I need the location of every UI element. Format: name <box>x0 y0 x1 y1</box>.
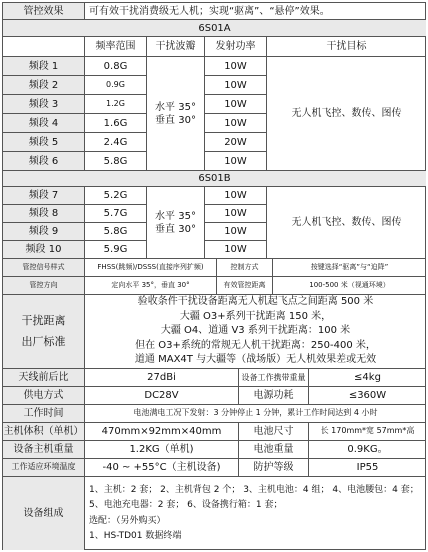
work-time-value: 电池满电工况下发射：3 分钟停止 1 分钟，累计工作时间达到 4 小时 <box>85 405 426 423</box>
control-mode-label: 控制方式 <box>217 259 273 277</box>
composition-line-1: 1、主机：2 套； 2、主机背包 2 个； 3、主机电池：4 组； 4、电池腰包：4 套； <box>89 484 419 495</box>
protection-value: IP55 <box>309 459 426 477</box>
signal-label: 管控信号样式 <box>3 259 85 277</box>
band-9-power: 10W <box>205 223 267 241</box>
power-consumption-label: 电源功耗 <box>239 387 309 405</box>
band-1-name: 频段 1 <box>3 57 85 76</box>
model-a-lobe-h: 水平 35° <box>155 101 196 113</box>
power-supply-label: 供电方式 <box>3 387 85 405</box>
composition-line-4: 1、HS-TD01 数据终端 <box>89 530 182 541</box>
antenna-ratio-label: 天线前后比 <box>3 369 85 387</box>
distance-label-2: 出厂标准 <box>21 334 66 348</box>
band-5-freq: 2.4G <box>85 133 147 152</box>
band-2-name: 频段 2 <box>3 76 85 95</box>
model-b-target: 无人机飞控、数传、图传 <box>267 187 426 259</box>
range-label: 有效管控距离 <box>217 277 273 295</box>
band-3-freq: 1.2G <box>85 95 147 114</box>
model-b-lobe-v: 垂直 30° <box>155 223 196 235</box>
band-10-freq: 5.9G <box>85 241 147 259</box>
power-consumption-value: ≤360W <box>309 387 426 405</box>
model-a-lobe-v: 垂直 30° <box>155 114 196 126</box>
model-b-title: 6S01B <box>3 171 426 187</box>
band-3-power: 10W <box>205 95 267 114</box>
band-6-freq: 5.8G <box>85 152 147 171</box>
host-weight-label: 设备主机重量 <box>3 441 85 459</box>
distance-line-5: 道通 MAX4T 与大疆等（战场版）无人机效果差或无效 <box>134 354 377 366</box>
distance-line-2: 大疆 O3+系列干扰距离 150 米， <box>179 310 332 322</box>
col-lobe-header: 干扰波瓣 <box>147 37 205 57</box>
col-target-header: 干扰目标 <box>267 37 426 57</box>
band-10-power: 10W <box>205 241 267 259</box>
model-b-lobe-h: 水平 35° <box>155 210 196 222</box>
distance-line-1: 验收条件干扰设备距离无人机起飞点之间距离 500 米 <box>137 296 374 308</box>
battery-weight-label: 电池重量 <box>239 441 309 459</box>
temp-label: 工作适应环境温度 <box>3 459 85 477</box>
protection-label: 防护等级 <box>239 459 309 477</box>
band-8-freq: 5.7G <box>85 205 147 223</box>
blank-header <box>3 37 85 57</box>
volume-label: 主机体积（单机） <box>3 423 85 441</box>
model-a-lobe <box>147 57 205 171</box>
band-2-power: 10W <box>205 76 267 95</box>
band-4-name: 频段 4 <box>3 114 85 133</box>
band-7-freq: 5.2G <box>85 187 147 205</box>
battery-size-label: 电池尺寸 <box>239 423 309 441</box>
model-b-lobe <box>147 187 205 259</box>
band-4-freq: 1.6G <box>85 114 147 133</box>
band-10-name: 频段 10 <box>3 241 85 259</box>
composition-label: 设备组成 <box>3 477 85 550</box>
band-6-name: 频段 6 <box>3 152 85 171</box>
band-1-freq: 0.8G <box>85 57 147 76</box>
composition-line-2: 5、电池充电器：2 套； 6、设备携行箱：1 套； <box>89 500 283 511</box>
band-4-power: 10W <box>205 114 267 133</box>
temp-value: -40 ~ +55°C（主机设备) <box>85 459 239 477</box>
volume-value: 470mm×92mm×40mm <box>85 423 239 441</box>
band-6-power: 10W <box>205 152 267 171</box>
control-mode-value: 按键选择“驱离”与“迫降” <box>273 259 426 277</box>
carry-weight-label: 设备工作携带重量 <box>239 369 309 387</box>
spec-table <box>2 2 426 550</box>
effect-label: 管控效果 <box>3 3 85 20</box>
band-9-name: 频段 9 <box>3 223 85 241</box>
composition-line-3: 选配：（另外购买） <box>89 515 166 526</box>
band-8-name: 频段 8 <box>3 205 85 223</box>
battery-weight-value: 0.9KG。 <box>309 441 426 459</box>
power-supply-value: DC28V <box>85 387 239 405</box>
distance-label <box>3 295 85 369</box>
distance-details <box>85 295 426 369</box>
band-7-name: 频段 7 <box>3 187 85 205</box>
model-a-title: 6S01A <box>3 20 426 37</box>
distance-label-1: 干扰距离 <box>21 313 66 327</box>
band-5-name: 频段 5 <box>3 133 85 152</box>
band-7-power: 10W <box>205 187 267 205</box>
carry-weight-value: ≤4kg <box>309 369 426 387</box>
band-8-power: 10W <box>205 205 267 223</box>
work-time-label: 工作时间 <box>3 405 85 423</box>
band-5-power: 20W <box>205 133 267 152</box>
distance-line-4: 但在 O3+系统的常规无人机干扰距离：250-400 米， <box>135 339 376 351</box>
band-3-name: 频段 3 <box>3 95 85 114</box>
antenna-ratio-value: 27dBi <box>85 369 239 387</box>
range-value: 100-500 米（视通环境） <box>273 277 426 295</box>
band-2-freq: 0.9G <box>85 76 147 95</box>
signal-value: FHSS(跳频)/DSSS(直接序列扩频) <box>85 259 217 277</box>
col-freq-header: 频率范围 <box>85 37 147 57</box>
effect-value: 可有效干扰消费级无人机；实现“驱离”、“悬停”效果。 <box>85 3 426 20</box>
battery-size-value: 长 170mm*宽 57mm*高 <box>309 423 426 441</box>
direction-value: 定向水平 35°，垂直 30° <box>85 277 217 295</box>
composition-details <box>85 477 426 550</box>
direction-label: 管控方向 <box>3 277 85 295</box>
model-a-target: 无人机飞控、数传、图传 <box>267 57 426 171</box>
host-weight-value: 1.2KG（单机) <box>85 441 239 459</box>
col-power-header: 发射功率 <box>205 37 267 57</box>
band-9-freq: 5.8G <box>85 223 147 241</box>
band-1-power: 10W <box>205 57 267 76</box>
distance-line-3: 大疆 O4、道通 V3 系列干扰距离：100 米 <box>160 325 351 337</box>
